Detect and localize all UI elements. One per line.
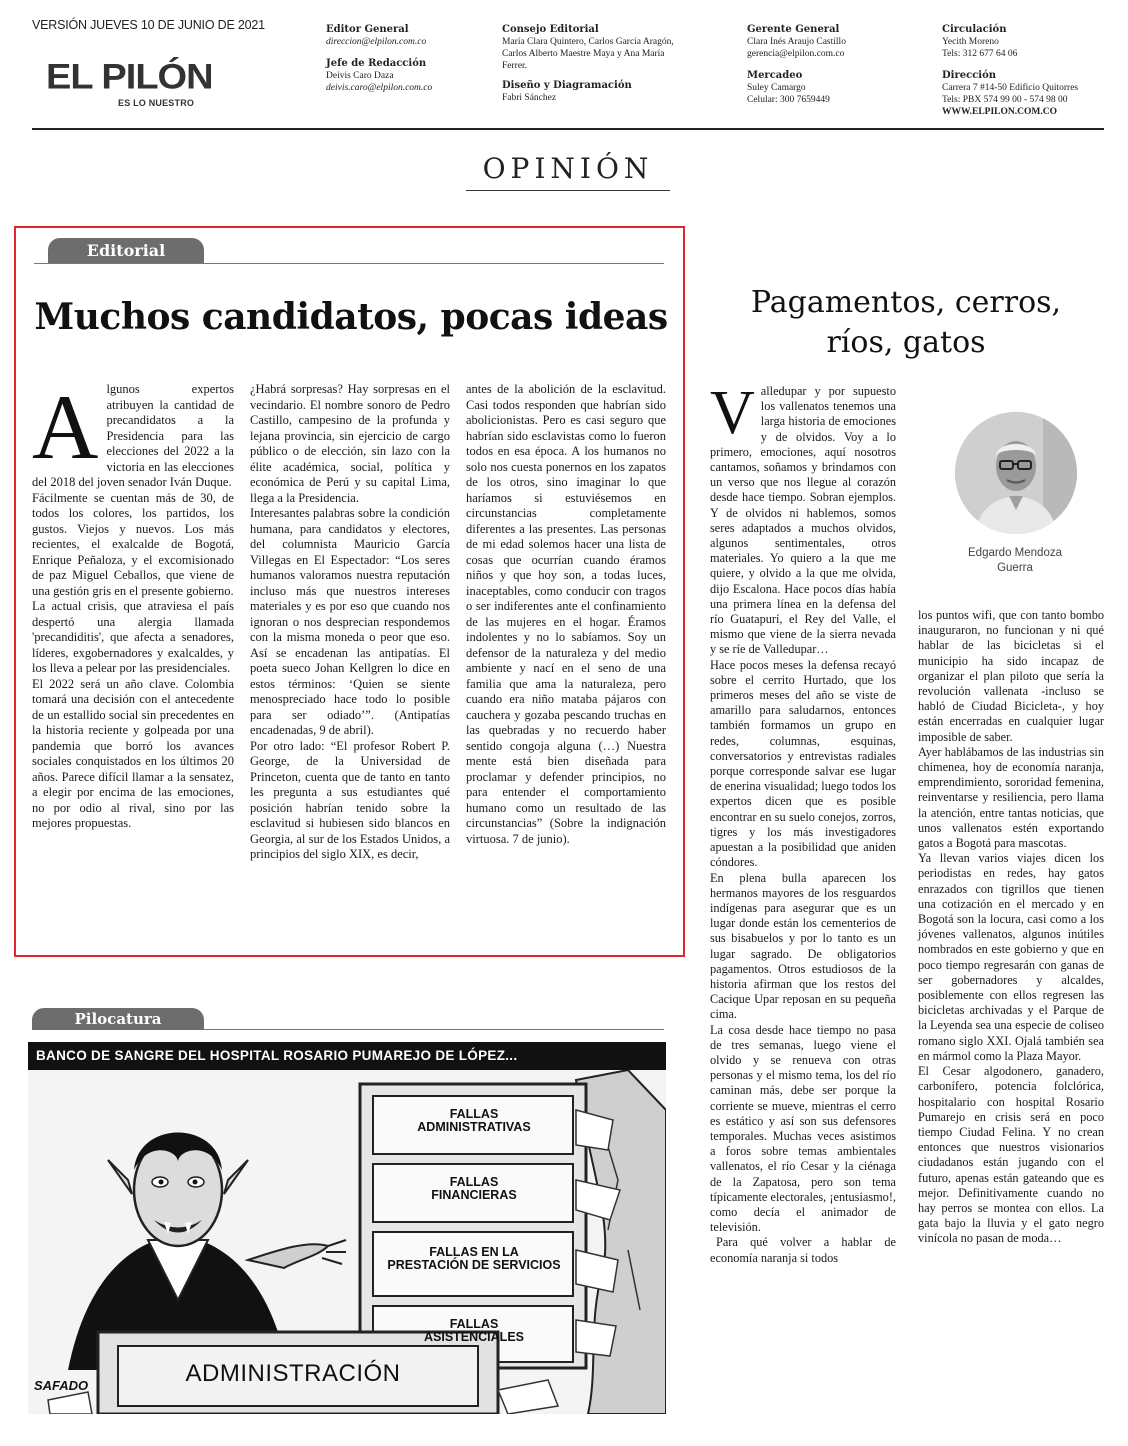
file-label-asistenciales: [404, 1318, 544, 1344]
editorial-tab-bar: [34, 238, 664, 264]
file-label-administrativas: [404, 1108, 544, 1134]
file-label-line: FALLAS EN LA: [429, 1245, 519, 1259]
mercadeo-phone: Celular: 300 7659449: [747, 95, 830, 105]
column-article-column-1: [710, 379, 896, 1266]
desk-label: ADMINISTRACIÓN: [185, 1360, 401, 1387]
column-paragraph: Ayer hablábamos de las industrias sin chimenea, hoy de economía naranja, emprendimiento, sororidad femenina, reinventarse y resiliencia, pero llama la atención, entre tantas noticias, que unos vallenatos estén exportando gatos a Bogotá para mascotas.: [918, 744, 1104, 851]
mercadeo-name: Suley Camargo: [747, 83, 806, 93]
column-paragraph: El Cesar algodonero, ganadero, carbonífero, potencia folclórica, hospitalario con hospital Rosario Pumarejo en crisis será en poco tiempo Ciudad Felina. Y no crean entonces que nuestros visionarios ciudadanos están jugando con el futuro, apenas están gateando que es mejor. Definitivamente cuando no hay perros se montea con ellos. La gata bajo la lluvia y el gato negro vinícola no pasan de moda…: [918, 1064, 1104, 1246]
consejo-names-line-1: María Clara Quintero, Carlos García Aragón,: [502, 37, 674, 47]
column-paragraph: Para qué volver a hablar de economía naranja si todos: [710, 1235, 896, 1265]
column-headline-line-2: ríos, gatos: [826, 325, 986, 360]
author-name: [940, 546, 1090, 576]
editorial-headline: Muchos candidatos, pocas ideas: [34, 296, 668, 338]
column-headline-line-1: Pagamentos, cerros,: [750, 285, 1062, 320]
edition-date: VERSIÓN JUEVES 10 DE JUNIO DE 2021: [32, 18, 265, 32]
editorial-paragraph: Por otro lado: “El profesor Robert P. George, de la Universidad de Princeton, cuenta que de tanto en tanto les pregunta a sus estudiantes qué posición habrían tenido sobre la esclavitud si hubiesen sido blancos en Georgia, al sur de los Estados Unidos, a principios del siglo XIX, es decir,: [250, 738, 450, 861]
circulacion-phone: Tels: 312 677 64 06: [942, 49, 1018, 59]
column-paragraph: Hace pocos meses la defensa recayó sobre el cerrito Hurtado, que los primeros meses del año se viste de amarillo para saludarnos, entonces también formamos un grupo en redes, columnas, esquinas, conversatorios y entrevistas radiales porque corresponde salvar ese lugar de enerina visualidad; luego todos los expertos dicen que es posible encontrar en su suelo conejos, zorros, tigres y los más investigadores apuestan a la posibilidad que aniden cóndores.: [710, 657, 896, 870]
column-paragraph: alledupar y por supuesto los vallenatos tenemos una larga historia de emociones y de olvidos. Voy a lo primero, emociones, aquí nosotros cantamos, soñamos y brindamos con un verso que nos llegue al corazón desde hace tiempo. Sobran ejemplos. Y de olvidos ni hablemos, somos seres adaptados a muchos olvidos, algunos sentimentales, otros materiales. Yo quiero a la que me quiere, y olvido a la que me olvida, dijo Escalona. Hace pocos días había una primera línea en la defensa del río Guatapurí, el Rey del Valle, el mismo que viene de la sierra nevada y se ríe de Valledupar…: [710, 384, 896, 657]
direccion-address: Carrera 7 #14-50 Edificio Quitorres: [942, 83, 1079, 93]
column-headline: [716, 283, 1096, 363]
consejo-label: Consejo Editorial: [502, 24, 599, 35]
consejo-names-line-3: Ferrer.: [502, 61, 528, 71]
editor-general-label: Editor General: [326, 24, 409, 35]
staff-consejo-block: [502, 24, 674, 104]
editorial-paragraph: La actual crisis, que atraviesa el país despertó una alergia llamada 'precandiditis', que afecta a senadores, líderes, exgobernadores y exalcaldes, y los lleva a pelear por las presidenciales.: [32, 599, 234, 675]
author-name-line-1: Edgardo Mendoza: [968, 547, 1062, 559]
editorial-paragraph: Interesantes palabras sobre la condición humana, para candidatos y electores, del columnista Mauricio García Villegas en El Espectador: “Los seres humanos valoramos nuestra reputación incluso más que nuestros intereses materiales y es por eso que cuando nos ignoran o nos desprecian respondemos con la misma moneda o peor que eso. Así se encadenan las antipatías. El poeta sueco Johan Kellgren lo dice en estos términos: ‘Quien se siente menospreciado hace todo lo posible para ser odiado’”. (Antipatías encadenadas, 9 de abril).: [250, 506, 450, 737]
diseno-label: Diseño y Diagramación: [502, 80, 632, 91]
pilocatura-tab-bar: [32, 1008, 664, 1030]
pilocatura-tab: Pilocatura: [32, 1008, 204, 1030]
gerente-label: Gerente General: [747, 24, 840, 35]
editorial-paragraph: antes de la abolición de la esclavitud. Casi todos responden que habrían sido abolicionistas. Pero es casi seguro que habrían sido esclavistas como lo fueron todos en esa época. A los humanos no solo nos cuesta ponernos en los zapatos de los otros, sino imaginar lo que haríamos si estuviésemos en circunstancias completamente diferentes a las presentes. Las personas de mi edad solemos hacer una lista de cosas que ocurrían cuando éramos niños y que hoy son, a todas luces, inaceptables, como conducir con tragos o ser indiferentes ante el confinamiento de las mujeres en el hogar. Éramos indolentes y no lo sabíamos. Soy un defensor de la naturaleza y del medio ambiente y nací en el seno de una familia que ama la naturaleza, pero cuando era niño mataba pájaros con cauchera y gozaba pescando truchas en las quebradas y no recuerdo haber sentido congoja alguna (…) Nuestra mente está bien diseñada para proclamar y defender principios, no para entender el comportamiento humano como un resultado de las circunstancias” (Sobre la indignación virtuosa. 7 de junio).: [466, 382, 666, 846]
file-label-prestacion: [374, 1246, 574, 1272]
file-label-line: ASISTENCIALES: [423, 1330, 524, 1344]
file-label-line: FALLAS: [449, 1317, 499, 1331]
section-title-rule: [466, 190, 670, 191]
newspaper-slogan: ES LO NUESTRO: [118, 98, 195, 108]
staff-gerente-block: [747, 24, 846, 106]
column-paragraph: En plena bulla aparecen los hermanos mayores de los resguardos indígenas para asegurar que es un lugar donde están los cementerios de sus bisabuelos y por lo tanto es un lugar sagrado. De obligatorios pagamentos. Otros estudiosos de la historia afirman que los restos del Cacique Upar reposan en su pequeña cima.: [710, 870, 896, 1022]
editorial-paragraph: lgunos expertos atribuyen la cantidad de precandidatos a la Presidencia para las elecciones del 2022 a la victoria en las elecciones del 2018 del joven senador Iván Duque.: [32, 382, 234, 489]
editorial-paragraph: El 2022 será un año clave. Colombia tomará una decisión con el antecedente de un estallido social sin precedentes en la historia reciente y golpeada por una pandemia que borró los avances sociales conquistados en los últimos 20 años. Parece difícil llamar a la sensatez, a elegir por encima de las emociones, no por odio al rival, sino por las mejores propuestas.: [32, 676, 234, 830]
editorial-paragraph: ¿Habrá sorpresas? Hay sorpresas en el vecindario. El nombre sonoro de Pedro Castillo, campesino de la profunda y lejana provincia, sin ejercicio de cargo público o de elección, sin lazo con la élite académica, social, política y económica de Perú y su capital Lima, llega a la Presidencia.: [250, 382, 450, 505]
editorial-column-2: [250, 382, 450, 863]
editorial-box: [14, 226, 685, 957]
newspaper-logo[interactable]: EL PILÓN: [46, 58, 213, 97]
section-title: OPINIÓN: [482, 152, 654, 185]
website-link[interactable]: WWW.ELPILON.COM.CO: [942, 107, 1057, 117]
file-label-line: ADMINISTRATIVAS: [417, 1120, 531, 1134]
direccion-phones: Tels: PBX 574 99 00 - 574 98 00: [942, 95, 1068, 105]
column-paragraph: Ya llevan varios viajes dicen los periodistas en redes, hay gatos enrazados con tigrillos que tienen una cotización en el mercado y en Bogotá son la locura, casi como a los jóvenes vallenatos, algunos inútiles nombrados en este gobierno y que en poco tiempo regresarán con ganas de ser gobernadores y alcaldes, posiblemente con ellos regresen las bicicletas archivadas y el Parque de la Leyenda sea una especie de coliseo romano siglo XXI. Ojalá también sea en mármol como la Plaza Mayor.: [918, 851, 1104, 1063]
jefe-redaccion-name: Deivis Caro Daza: [326, 71, 394, 81]
column-paragraph: La cosa desde hace tiempo no pasa de tres semanas, luego viene el olvido y se renueva con otras personas y el mismo tema, los del río caminan más, debe ser porque la corriente se mueve, mientras el cerro es estático y así son sus defensores temporales. Muchas veces asistimos a foros sobre temas ambientales vallenatos, el río Cesar y la ciénaga de la Zapatosa, pero son tema típicamente electorales, ¡entusiasmo!, como decía el animador de televisión.: [710, 1022, 896, 1235]
editorial-dropcap: A: [32, 376, 99, 478]
diseno-name: Fabri Sánchez: [502, 93, 557, 103]
editor-general-email[interactable]: direccion@elpilon.com.co: [326, 37, 427, 47]
gerente-name: Clara Inés Araujo Castillo: [747, 37, 846, 47]
editorial-paragraph: Fácilmente se cuentan más de 30, de todos los colores, los partidos, los gustos. Viejos y nuevos. Los más recientes, el exalcalde de Bogotá, Enrique Peñaloza, y el excomisionado de paz Miguel Ceballos, que viene de una gestión gris en el presente gobierno.: [32, 490, 234, 598]
file-label-line: FALLAS: [449, 1107, 499, 1121]
direccion-label: Dirección: [942, 70, 997, 81]
column-dropcap: V: [710, 379, 755, 447]
consejo-names-line-2: Carlos Alberto Maestre Maya y Ana María: [502, 49, 665, 59]
file-label-line: FINANCIERAS: [431, 1188, 517, 1202]
masthead: [32, 14, 1104, 130]
cartoonist-signature: SAFADO: [34, 1378, 89, 1393]
cartoon-banner: BANCO DE SANGRE DEL HOSPITAL ROSARIO PUMAREJO DE LÓPEZ...: [28, 1042, 666, 1070]
file-label-line: PRESTACIÓN DE SERVICIOS: [387, 1258, 561, 1272]
editorial-column-3: [466, 382, 666, 847]
editorial-column-1: [32, 376, 234, 832]
author-photo: [955, 412, 1077, 534]
staff-editor-block: [326, 24, 432, 94]
jefe-redaccion-label: Jefe de Redacción: [326, 58, 427, 69]
author-name-line-2: Guerra: [997, 562, 1033, 574]
editorial-tab: Editorial: [48, 238, 204, 263]
file-label-financieras: [404, 1176, 544, 1202]
file-label-line: FALLAS: [449, 1175, 499, 1189]
circulacion-label: Circulación: [942, 24, 1007, 35]
column-article-column-2: [918, 608, 1104, 1247]
mercadeo-label: Mercadeo: [747, 70, 803, 81]
jefe-redaccion-email[interactable]: deivis.caro@elpilon.com.co: [326, 83, 433, 93]
cartoon: [28, 1042, 666, 1414]
circulacion-name: Yecith Moreno: [942, 37, 999, 47]
gerente-email[interactable]: gerencia@elpilon.com.co: [747, 49, 845, 59]
column-paragraph: los puntos wifi, que con tanto bombo inauguraron, no funcionan y ni qué hablar de las bicicletas si el municipio ha sido incapaz de organizar el plan piloto que sería la revolución vallenata -incluso se habló de Ciudad Bicicleta-, y hoy están encerradas en cualquier lugar imposible de saber.: [918, 608, 1104, 744]
staff-circulacion-block: [942, 24, 1078, 118]
